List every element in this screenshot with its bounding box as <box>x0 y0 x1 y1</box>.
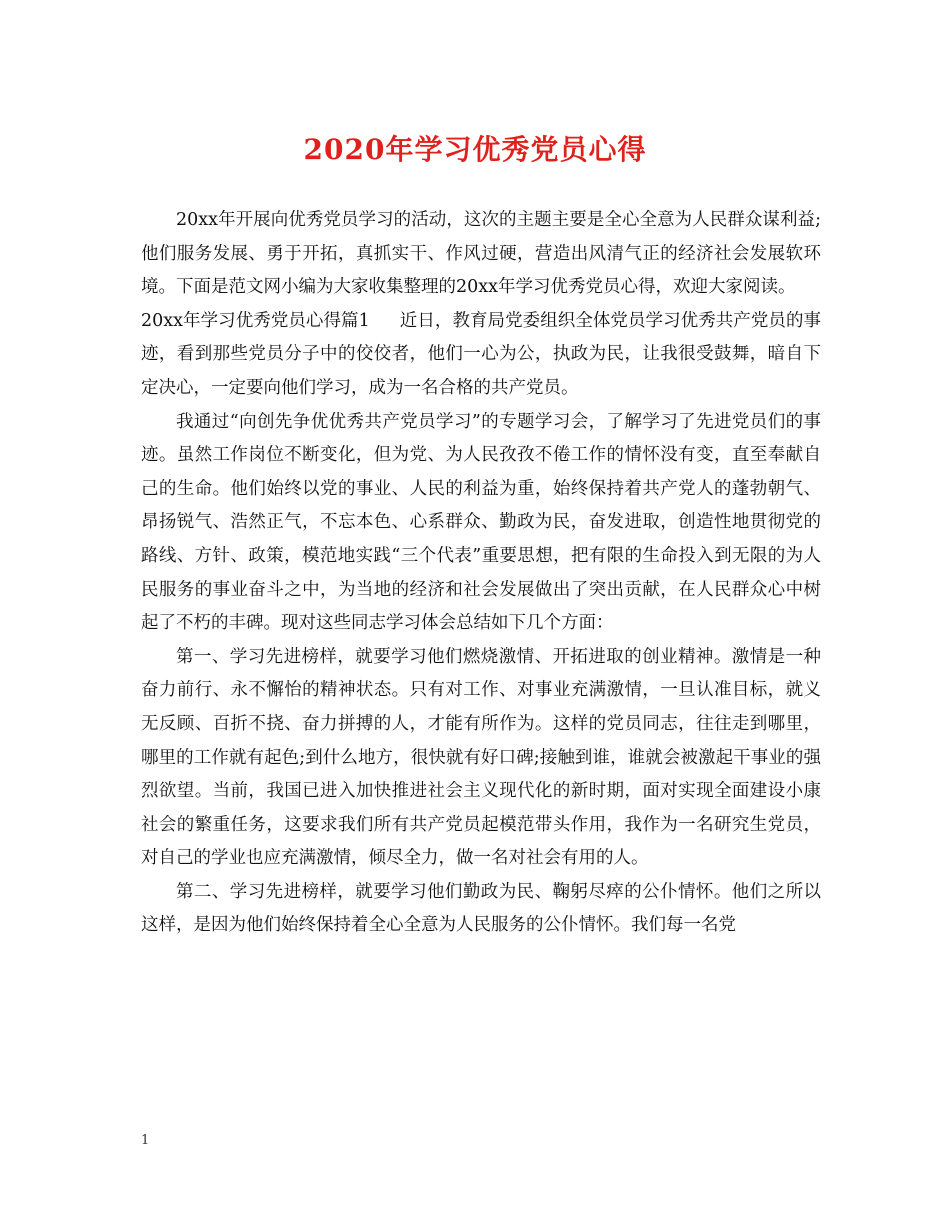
paragraph-text: 近日，教育局党委组织全体党员学习优秀共产党员的事迹，看到那些党员分子中的佼佼者，他们一心为公，执政为民，让我很受鼓舞，暗自下定决心，一定要向他们学习，成为一名合格的共产党员。 <box>141 310 822 398</box>
paragraph: 第一、学习先进榜样，就要学习他们燃烧激情、开拓进取的创业精神。激情是一种奋力前行、永不懈怡的精神状态。只有对工作、对事业充满激情，一旦认准目标，就义无反顾、百折不挠、奋力拼搏的人，才能有所作为。这样的党员同志，往往走到哪里，哪里的工作就有起色;到什么地方，很快就有好口碑;接触到谁，谁就会被激起干事业的强烈欲望。当前，我国已进入加快推进社会主义现代化的新时期，面对实现全面建设小康社会的繁重任务，这要求我们所有共产党员起模范带头作用，我作为一名研究生党员，对自己的学业也应充满激情，倾尽全力，做一名对社会有用的人。 <box>141 646 821 869</box>
intro-paragraph: 20xx年开展向优秀党员学习的活动，这次的主题主要是全心全意为人民群众谋利益;他们服务发展、勇于开拓，真抓实干、作风过硬，营造出风清气正的经济社会发展软环境。下面是范文网小编为大家收集整理的20xx年学习优秀党员心得，欢迎大家阅读。 <box>141 210 821 298</box>
section-heading: 20xx年学习优秀党员心得篇1 <box>141 310 370 331</box>
page-number: 1 <box>141 1133 150 1148</box>
document-body <box>141 204 821 943</box>
paragraph: 第二、学习先进榜样，就要学习他们勤政为民、鞠躬尽瘁的公仆情怀。他们之所以这样，是因为他们始终保持着全心全意为人民服务的公仆情怀。我们每一名党 <box>141 881 821 936</box>
section-paragraph <box>141 305 821 406</box>
paragraph: 我通过“向创先争优优秀共产党员学习”的专题学习会，了解学习了先进党员们的事迹。虽然工作岗位不断变化，但为党、为人民孜孜不倦工作的情怀没有变，直至奉献自己的生命。他们始终以党的事业、人民的利益为重，始终保持着共产党人的蓬勃朝气、昂扬锐气、浩然正气，不忘本色、心系群众、勤政为民，奋发进取，创造性地贯彻党的路线、方针、政策，模范地实践“三个代表”重要思想，把有限的生命投入到无限的为人民服务的事业奋斗之中，为当地的经济和社会发展做出了突出贡献，在人民群众心中树起了不朽的丰碑。现对这些同志学习体会总结如下几个方面： <box>141 411 821 634</box>
document-title: 2020年学习优秀党员心得 <box>303 133 647 166</box>
